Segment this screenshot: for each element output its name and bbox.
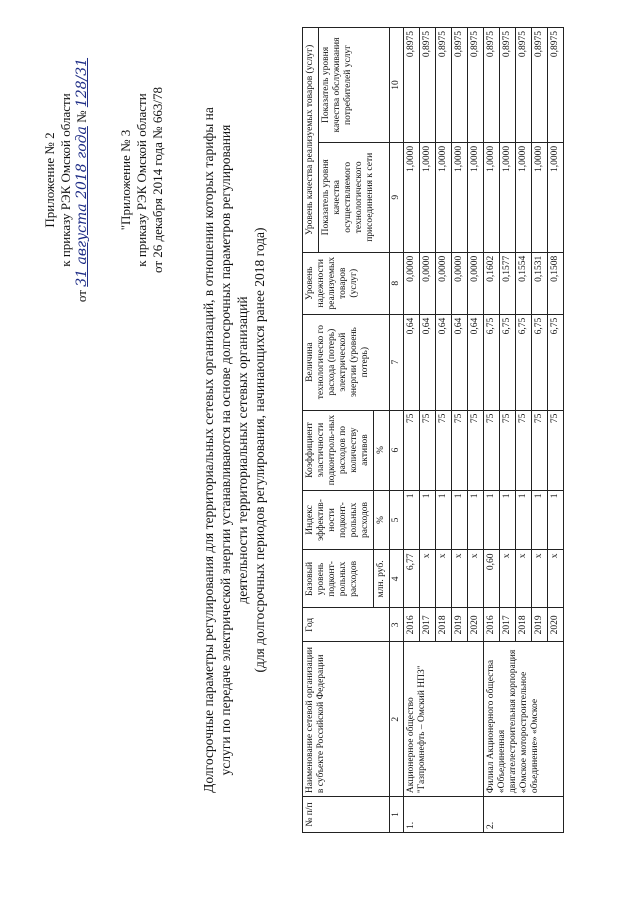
column-number: 3 [390, 608, 404, 642]
unit-eff: % [374, 490, 390, 550]
cell-elast: 75 [436, 410, 452, 490]
cell-year: 2016 [484, 608, 500, 642]
column-number-row [390, 28, 404, 833]
appendix-2-date-line [74, 30, 90, 330]
cell-elast: 75 [500, 410, 516, 490]
cell-q2: 0,8975 [404, 28, 420, 143]
appendix-2-number-sign: № [74, 110, 89, 123]
cell-q1: 1,0000 [500, 142, 516, 252]
cell-year: 2020 [468, 608, 484, 642]
cell-loss: 6,75 [484, 314, 500, 410]
cell-q1: 1,0000 [548, 142, 564, 252]
cell-rel: 0,1508 [548, 252, 564, 314]
cell-base: 0,60 [484, 550, 500, 608]
cell-loss: 0,64 [436, 314, 452, 410]
cell-year: 2017 [500, 608, 516, 642]
cell-eff: 1 [404, 490, 420, 550]
header-loss: Величина технологическо го расхода (потерь) электрической энергии (уровень потерь) [303, 314, 390, 410]
cell-q2: 0,8975 [420, 28, 436, 143]
cell-base: х [516, 550, 532, 608]
cell-loss: 6,75 [548, 314, 564, 410]
cell-elast: 75 [420, 410, 436, 490]
table-row [404, 28, 420, 833]
header-reliability: Уровень надежности реализуемых товаров (услуг) [303, 252, 390, 314]
cell-q2: 0,8975 [548, 28, 564, 143]
cell-eff: 1 [468, 490, 484, 550]
cell-rel: 0,0000 [436, 252, 452, 314]
appendix-2-order: к приказу РЭК Омской области [58, 93, 73, 267]
column-number: 10 [390, 28, 404, 143]
cell-rel: 0,0000 [420, 252, 436, 314]
cell-q2: 0,8975 [500, 28, 516, 143]
cell-q2: 0,8975 [436, 28, 452, 143]
cell-elast: 75 [484, 410, 500, 490]
unit-base: млн. руб. [374, 550, 390, 608]
cell-loss: 0,64 [452, 314, 468, 410]
parameters-table [302, 27, 564, 833]
cell-q1: 1,0000 [452, 142, 468, 252]
column-number: 6 [390, 410, 404, 490]
organization-name: Акционерное общество "Газпромнефть – Омский НПЗ" [404, 642, 484, 797]
cell-loss: 0,64 [404, 314, 420, 410]
header-num: № п/п [303, 797, 390, 833]
cell-eff: 1 [516, 490, 532, 550]
header-quality-service: Показатель уровня качества обслуживания потребителей услуг [319, 28, 390, 143]
column-number: 9 [390, 142, 404, 252]
cell-base: х [500, 550, 516, 608]
appendix-3-title: "Приложение № 3 [118, 129, 133, 231]
cell-base: х [548, 550, 564, 608]
appendix-3-date: от 26 декабря 2014 года № 663/78 [150, 87, 165, 273]
cell-elast: 75 [404, 410, 420, 490]
cell-q2: 0,8975 [516, 28, 532, 143]
cell-loss: 6,75 [516, 314, 532, 410]
title-line-2: услуги по передаче электрической энергии устанавливаются на основе долгосрочных параметров регулирования [218, 124, 233, 776]
column-number: 5 [390, 490, 404, 550]
cell-elast: 75 [548, 410, 564, 490]
appendix-2-title: Приложение № 2 [42, 132, 57, 228]
cell-base: х [436, 550, 452, 608]
cell-eff: 1 [532, 490, 548, 550]
cell-eff: 1 [548, 490, 564, 550]
header-eff: Индекс эффектив-ности подконт-рольных расходов [303, 490, 374, 550]
title-line-1: Долгосрочные параметры регулирования для территориальных сетевых организаций, в отношении которых тарифы на [201, 107, 216, 793]
cell-q1: 1,0000 [404, 142, 420, 252]
cell-q1: 1,0000 [532, 142, 548, 252]
column-number: 4 [390, 550, 404, 608]
cell-q1: 1,0000 [468, 142, 484, 252]
appendix-2-from: от [74, 290, 89, 303]
column-number: 8 [390, 252, 404, 314]
cell-eff: 1 [500, 490, 516, 550]
cell-year: 2017 [420, 608, 436, 642]
cell-loss: 6,75 [500, 314, 516, 410]
cell-q1: 1,0000 [484, 142, 500, 252]
cell-eff: 1 [436, 490, 452, 550]
cell-q2: 0,8975 [484, 28, 500, 143]
header-quality-connection: Показатель уровня качества осуществляемого технологического присоединения к сети [319, 142, 390, 252]
column-number: 7 [390, 314, 404, 410]
handwritten-date: 31 августа 2018 года [74, 126, 90, 287]
cell-base: х [468, 550, 484, 608]
appendix-3-header [118, 30, 166, 330]
header-year: Год [303, 608, 390, 642]
table-row [484, 28, 500, 833]
cell-year: 2016 [404, 608, 420, 642]
row-number: 2. [484, 797, 564, 833]
column-number: 1 [390, 797, 404, 833]
cell-elast: 75 [452, 410, 468, 490]
header-quality-group: Уровень качества реализуемых товаров (услуг) [303, 28, 319, 253]
header-elast: Коэффициент эластичности подконтроль-ных расходов по количеству активов [303, 410, 374, 490]
cell-eff: 1 [484, 490, 500, 550]
cell-q2: 0,8975 [532, 28, 548, 143]
document-title [200, 35, 268, 865]
cell-base: х [420, 550, 436, 608]
cell-base: 6,77 [404, 550, 420, 608]
cell-base: х [532, 550, 548, 608]
cell-rel: 0,1577 [500, 252, 516, 314]
title-line-3: деятельности территориальных сетевых организаций [235, 296, 250, 604]
cell-eff: 1 [420, 490, 436, 550]
column-number: 2 [390, 642, 404, 797]
cell-rel: 0,1602 [484, 252, 500, 314]
cell-q1: 1,0000 [420, 142, 436, 252]
header-base: Базовый уровень подконт-рольных расходов [303, 550, 374, 608]
header-org: Наименование сетевой организации в субъекте Российской Федерации [303, 642, 390, 797]
cell-q2: 0,8975 [468, 28, 484, 143]
cell-rel: 0,0000 [404, 252, 420, 314]
appendix-3-order: к приказу РЭК Омской области [134, 93, 149, 267]
cell-rel: 0,1531 [532, 252, 548, 314]
title-line-4: (для долгосрочных периодов регулирования, начинающихся ранее 2018 года) [252, 227, 267, 673]
cell-year: 2018 [516, 608, 532, 642]
organization-name: Филиал Акционерного общества «Объединенная двигателестроительная корпорация «Омское моторостроительное объединение» «Омское [484, 642, 564, 797]
cell-year: 2020 [548, 608, 564, 642]
cell-q1: 1,0000 [516, 142, 532, 252]
cell-q2: 0,8975 [452, 28, 468, 143]
cell-loss: 0,64 [468, 314, 484, 410]
cell-year: 2018 [436, 608, 452, 642]
cell-base: х [452, 550, 468, 608]
cell-q1: 1,0000 [436, 142, 452, 252]
table-body [404, 28, 564, 833]
handwritten-number: 128/31 [74, 57, 90, 108]
cell-eff: 1 [452, 490, 468, 550]
cell-loss: 6,75 [532, 314, 548, 410]
cell-rel: 0,0000 [452, 252, 468, 314]
cell-year: 2019 [452, 608, 468, 642]
cell-elast: 75 [532, 410, 548, 490]
cell-elast: 75 [516, 410, 532, 490]
cell-year: 2019 [532, 608, 548, 642]
cell-rel: 0,0000 [468, 252, 484, 314]
cell-rel: 0,1554 [516, 252, 532, 314]
cell-elast: 75 [468, 410, 484, 490]
appendix-2-header [42, 30, 90, 330]
unit-elast: % [374, 410, 390, 490]
row-number: 1. [404, 797, 484, 833]
cell-loss: 0,64 [420, 314, 436, 410]
